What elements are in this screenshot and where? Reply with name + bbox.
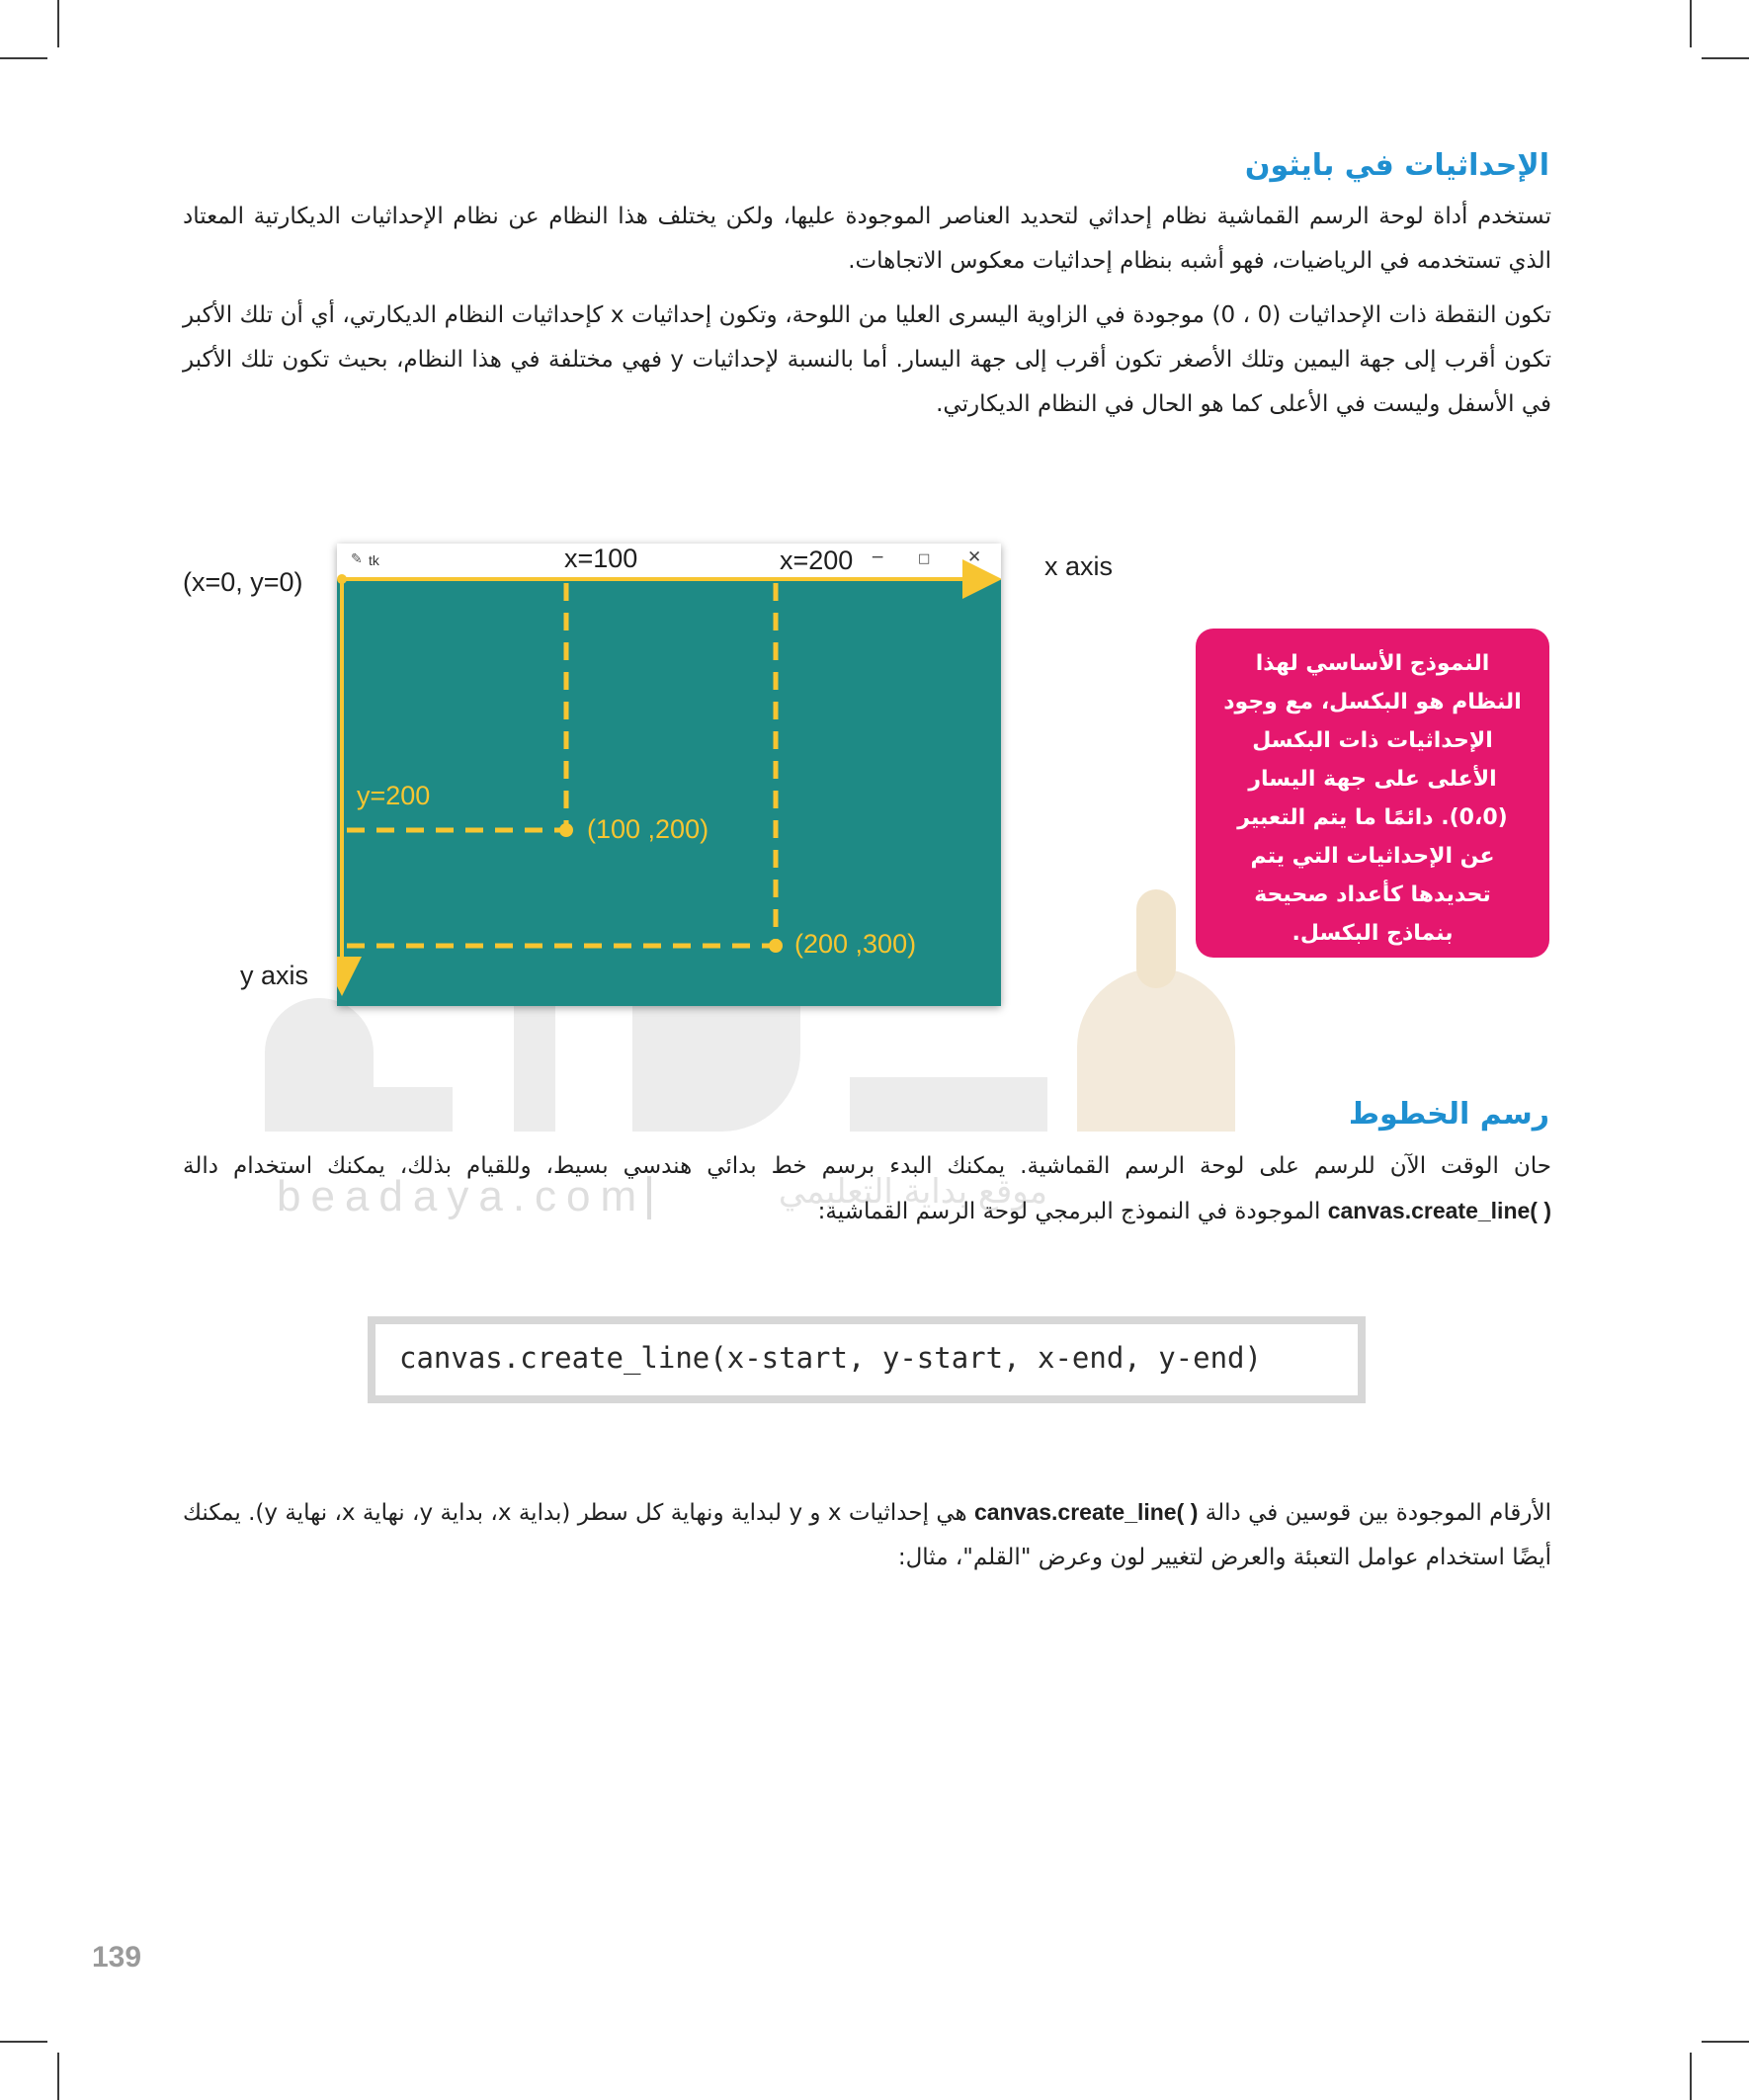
crop-mark bbox=[1690, 0, 1692, 47]
section-heading-drawing-lines: رسم الخطوط bbox=[1348, 1097, 1549, 1132]
watermark-arabic: موقع بداية التعليمي bbox=[778, 1172, 1047, 1212]
origin-point bbox=[337, 574, 347, 584]
watermark-latin: beadaya.com bbox=[277, 1172, 647, 1220]
paragraph-args-pre: الأرقام الموجودة بين قوسين في دالة bbox=[1205, 1500, 1551, 1526]
y200-label: y=200 bbox=[357, 781, 431, 810]
section-heading-coordinates: الإحداثيات في بايثون bbox=[1244, 148, 1549, 183]
maximize-icon[interactable]: □ bbox=[918, 551, 931, 566]
crop-mark bbox=[1702, 2041, 1749, 2043]
crop-mark bbox=[0, 57, 47, 59]
tk-feather-icon: ✎ bbox=[351, 551, 363, 567]
point-100-200 bbox=[559, 823, 573, 837]
paragraph-coordinates-origin: تكون النقطة ذات الإحداثيات (0 ، 0) موجودة في الزاوية اليسرى العليا من اللوحة، وتكون إحداثيات x كإحداثيات النظام الديكارتي، أي أن تلك الأكبر تكون أقرب إلى جهة اليمين وتلك الأصغر تكون أقرب إلى جهة اليسار. أما بالنسبة لإحداثيات y فهي مختلفة في هذا النظام، بحيث تكون تلك الأكبر في الأسفل وليست في الأعلى كما هو الحال في النظام الديكارتي. bbox=[183, 302, 1552, 417]
code-block bbox=[368, 1316, 1366, 1403]
close-icon[interactable]: ✕ bbox=[967, 547, 982, 567]
x200-label: x=200 bbox=[780, 546, 854, 575]
y-axis-label: y axis bbox=[240, 961, 309, 990]
paragraph-args-post: هي إحداثيات x و y لبداية ونهاية كل سطر (بداية x، بداية y، نهاية x، نهاية y). يمكنك أيضًا استخدام عوامل التعبئة والعرض لتغيير لون وعرض "القلم"، مثال: bbox=[183, 1500, 1551, 1570]
paragraph-drawing-pre: دالة bbox=[183, 1153, 218, 1179]
window-title: tk bbox=[369, 552, 379, 568]
point-100-200-label: (100 ,200) bbox=[587, 814, 709, 844]
origin-label: (x=0, y=0) bbox=[183, 567, 303, 597]
tk-window bbox=[337, 544, 1001, 1006]
crop-mark bbox=[1690, 2053, 1692, 2100]
crop-mark bbox=[57, 2053, 59, 2100]
paragraph-coordinates-intro: تستخدم أداة لوحة الرسم القماشية نظام إحداثي لتحديد العناصر الموجودة عليها، ولكن يختلف هذا النظام عن نظام الإحداثيات الديكارتية المعتاد الذي تستخدمه في الرياضيات، فهو أشبه بنظام إحداثيات معكوس الاتجاهات. bbox=[183, 204, 1551, 274]
crop-mark bbox=[0, 2041, 47, 2043]
point-200-300 bbox=[769, 939, 783, 953]
callout-box bbox=[1196, 629, 1549, 958]
create-line-function-name-2: canvas.create_line( ) bbox=[974, 1499, 1199, 1525]
minimize-icon[interactable]: − bbox=[871, 547, 885, 567]
callout-text: النموذج الأساسي لهذا النظام هو البكسل، مع وجود الإحداثيات ذات البكسل الأعلى على جهة اليسار (0،0). دائمًا ما يتم التعبير عن الإحداثيات التي يتم تحديدها كأعداد صحيحة بنماذج البكسل. bbox=[1223, 651, 1522, 946]
crop-mark bbox=[1702, 57, 1749, 59]
paragraph-drawing-post: الموجودة في النموذج البرمجي لوحة الرسم القماشية: bbox=[817, 1199, 1321, 1224]
page-number: 139 bbox=[92, 1941, 142, 1974]
x100-label: x=100 bbox=[564, 544, 638, 573]
paragraph-create-line-args bbox=[183, 1490, 1551, 1580]
paragraph-drawing-line1: حان الوقت الآن للرسم على لوحة الرسم القماشية. يمكنك البدء برسم خط بدائي هندسي بسيط، وللقيام بذلك، يمكنك استخدام bbox=[232, 1153, 1552, 1179]
create-line-function-name: canvas.create_line( ) bbox=[1327, 1198, 1551, 1223]
paragraph-drawing-intro bbox=[183, 1144, 1551, 1234]
code-text: canvas.create_line(x-start, y-start, x-end, y-end) bbox=[375, 1324, 1358, 1395]
x-axis-label: x axis bbox=[1044, 551, 1114, 581]
point-200-300-label: (200 ,300) bbox=[794, 929, 917, 959]
crop-mark bbox=[57, 0, 59, 47]
